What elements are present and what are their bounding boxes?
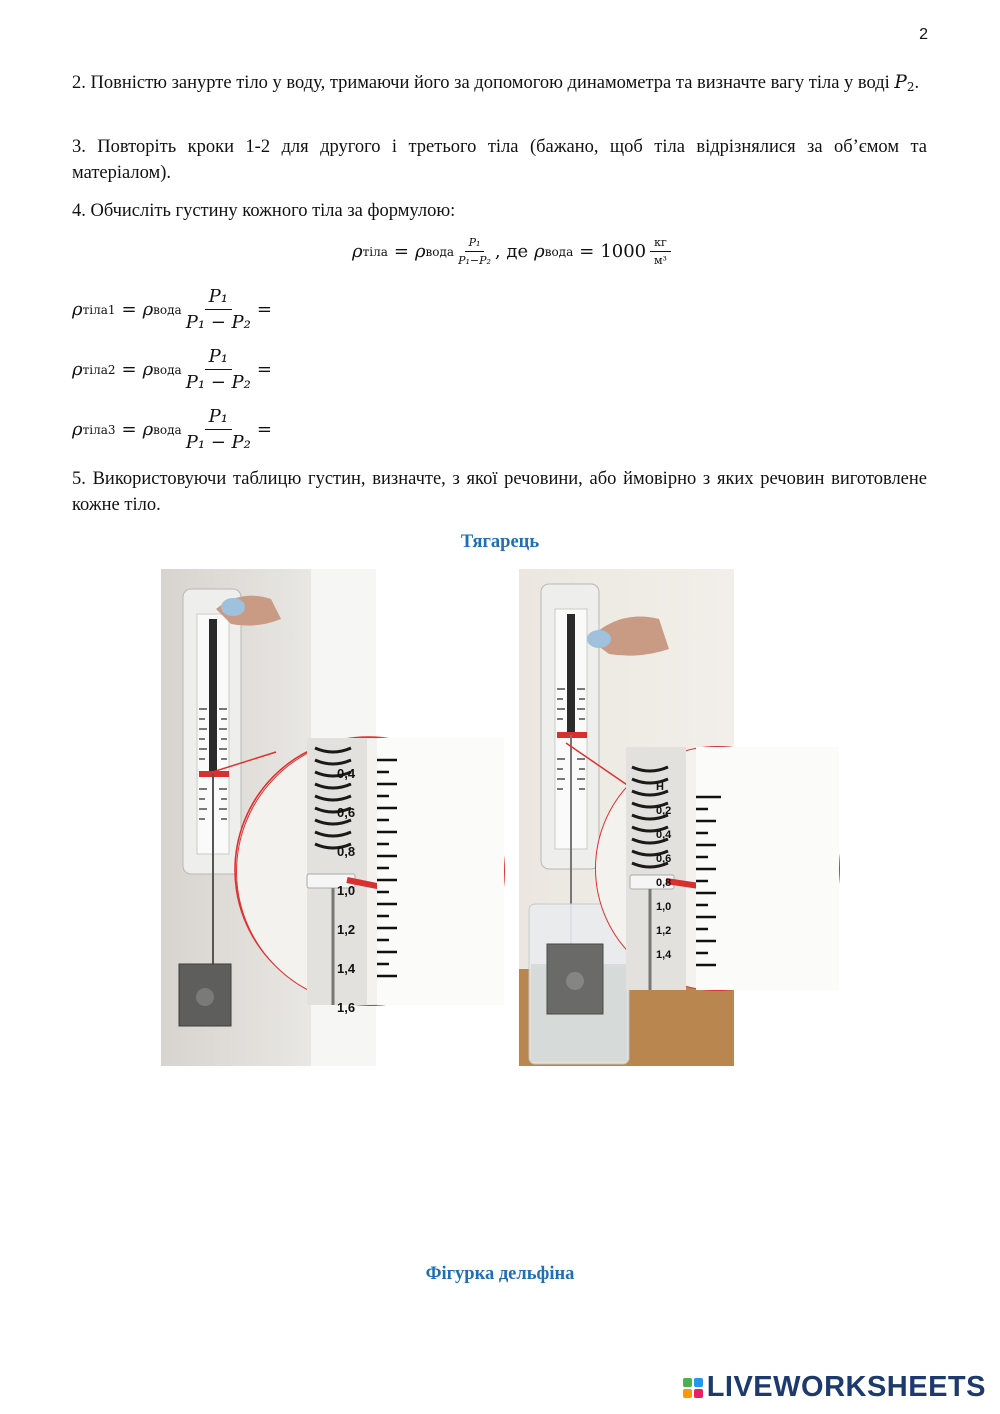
liveworksheets-logo-icon: [683, 1378, 703, 1398]
liveworksheets-logo[interactable]: [683, 1371, 986, 1404]
page-number: 2: [919, 26, 928, 43]
logo-square-l: [683, 1378, 692, 1387]
p2-symbol: $P_2$: [894, 72, 915, 94]
step-2-text: 2. Повністю занурте тіло у воду, тримаючи його за допомогою динамометра та визначте вагу тіла у воді $P_2$.: [72, 72, 920, 94]
step-3-text: 3. Повторіть кроки 1-2 для другого і третього тіла (бажано, щоб тіла відрізнялися за об’ємом та матеріалом).: [72, 137, 927, 183]
zoom-detail-right: [595, 746, 840, 991]
scale-labels-right: Н 0,2 0,4 0,6 0,8 1,0 1,2 1,4: [656, 781, 672, 961]
scale-labels-left: 0,4 0,6 0,8 1,0 1,2 1,4 1,6: [337, 766, 356, 1015]
step-5-text: 5. Використовуючи таблицю густин, визначте, з якої речовини, або ймовірно з яких речовин виготовлене кожне тіло.: [72, 469, 927, 515]
zoom-spring-left: [237, 738, 504, 1005]
zoom-detail-left: [236, 737, 505, 1015]
logo-square-v: [683, 1389, 692, 1398]
logo-square-i: [694, 1378, 703, 1387]
unit-fraction: $\frac{кг}{\text{м³}}$: [650, 236, 671, 267]
liveworksheets-wordmark: LIVEWORKSHEETS: [706, 1371, 986, 1403]
section-title-weight: Тягарець: [460, 532, 540, 552]
density-formula-body-3: ρ тіла3 = ρ вода $\frac{\text{P₁}}{\text{P₁ − P₂}}$ =: [72, 406, 272, 453]
step-2-body: 2. Повністю занурте тіло у воду, тримаючи його за допомогою динамометра та визначте вагу тіла у воді: [72, 73, 890, 93]
step-4-text: 4. Обчисліть густину кожного тіла за формулою:: [72, 201, 456, 221]
main-fraction: $\frac{\text{P₁}}{\text{P₁−P₂}}$: [458, 236, 491, 267]
logo-square-e: [694, 1389, 703, 1398]
density-formula-body-2: ρ тіла2 = ρ вода $\frac{\text{P₁}}{\text{P₁ − P₂}}$ =: [72, 346, 272, 393]
zoom-spring-right: [596, 747, 839, 990]
density-formula-body-1: ρ тіла1 = ρ вода $\frac{\text{P₁}}{\text{P₁ − P₂}}$ =: [72, 286, 272, 333]
main-density-formula: ρ тіла = ρ вода $\frac{\text{P₁}}{\text{P₁−P₂}}$ , де ρ вода = 1000 $\frac{кг}{\text{м³}}$: [352, 236, 675, 267]
section-title-dolphin: Фігурка дельфіна: [425, 1264, 575, 1284]
